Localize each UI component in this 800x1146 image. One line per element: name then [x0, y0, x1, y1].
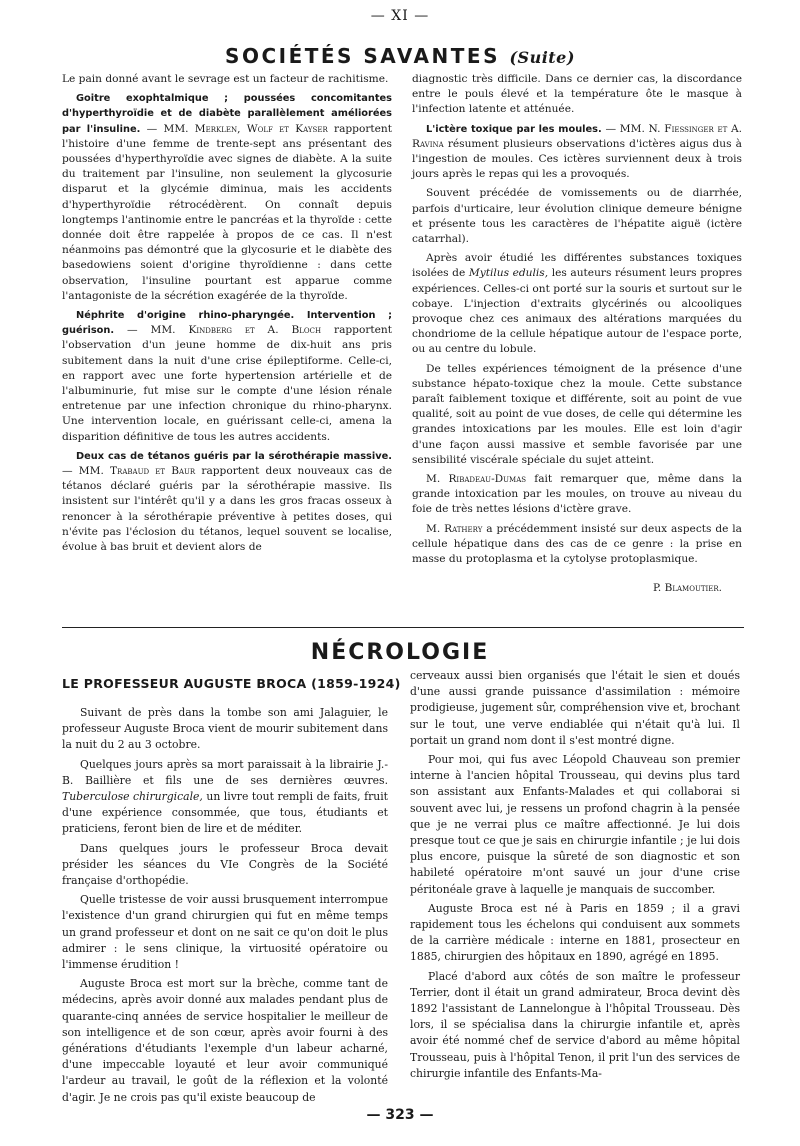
page-number-bottom: — 323 —	[366, 1107, 434, 1123]
body-rathery: a précédemment insisté sur deux aspects de la cellule hépatique dans des cas de ce genre : la prise en masse du protoplasma et la cytolyse protoplasmique.	[412, 522, 742, 566]
necro-paragraph-3: Dans quelques jours le professeur Broca devait présider les séances du VIe Congrès de la Société française d'orthopédie.	[62, 841, 388, 888]
body-tetanos: rapportent deux nouveaux cas de tétanos déclaré guéris par la sérothérapie massive. Ils insistent sur l'intérêt qu'il y a dans les gros fracas osseux à renoncer à la sérothérapie préventive à petites doses, qui n'évite pas l'éclosion du tétanos, lequel souvent se localise, évolue à bas bruit et devient alors de	[62, 465, 393, 554]
authors-nephrite: MM. Kindberg et A. Bloch	[150, 324, 322, 337]
societes-left-column	[62, 72, 392, 555]
body-nephrite: rapportent l'observation d'un jeune homme de dix-huit ans pris subitement dans la nuit d'une crise épileptiforme. Celle-ci, en rapport avec une forte hypertension artérielle et de l'albuminurie, fut mise sur le compte d'une lésion rénale entretenue par une infection chronique du rhino-pharynx. Une intervention locale, en guérissant celle-ci, amena la disparition définitive de tous les autres accidents.	[62, 324, 392, 443]
paragraph-rathery	[412, 522, 742, 568]
paragraph-tetanos: Deux cas de tétanos guéris par la sérothérapie massive. — MM. Trabaud et Baur rapportent deux nouveaux cas de tétanos déclaré guéris par la sérothérapie massive. Ils insistent sur l'intérêt qu'il y a dans les gros fracas osseux à renoncer à la sérothérapie préventive à petites doses, qui n'évite pas l'éclosion du tétanos, lequel souvent se localise, évolue à bas bruit et devient alors de	[62, 450, 393, 554]
paragraph-substances	[412, 251, 742, 357]
necro-right-paragraph-1: Pour moi, qui fus avec Léopold Chauveau son premier interne à l'ancien hôpital Trousseau, qui devins plus tard son assistant aux Enfants-Malades et qui collaborai si souvent avec lui, je ressens un profond chagrin à la pensée que je ne verrai plus ce maître affectionné. Je lui dois presque tout ce que je sais en chirurgie infantile ; je lui dois plus encore, puisque la sûreté de son diagnostic et son habileté opératoire m'ont sauvé un jour d'une crise péritonéale grave à laquelle je manquais de succomber.	[410, 753, 740, 896]
authors-goitre: MM. Merklen, Wolf et Kayser	[163, 122, 328, 135]
section-title-text: SOCIÉTÉS SAVANTES	[225, 44, 500, 68]
body-ribadeau: fait remarquer que, même dans la grande intoxication par les moules, on trouve au niveau du foie de très nettes lésions d'ictère grave.	[412, 473, 742, 516]
article-title: LE PROFESSEUR AUGUSTE BROCA (1859-1924)	[62, 676, 401, 691]
paragraph-rachitisme: Le pain donné avant le sevrage est un facteur de rachitisme.	[62, 73, 389, 85]
body-goitre: rapportent l'histoire d'une femme de trente-sept ans présentant des poussées d'hyperthyroïdie avec signes de diabète. A la suite du traitement par l'insuline, non seulement la glycosurie disparut et la glycémie diminua, mais les accidents d'hyperthyroïdie rétrocédèrent. On connaît depuis longtemps l'antinomie entre le pancréas et la thyroïde : cette donnée doit être rappelée à propos de ce cas. Il n'est néanmoins pas démontré que la glycosurie et le diabète des basedowiens soient d'origine thyroïdienne : dans cette observation, l'insuline pourtant est apparue comme l'antagoniste de la sécrétion exagérée de la thyroïde.	[62, 122, 392, 302]
paragraph-experiences: De telles expériences témoignent de la présence d'une substance hépato-toxique chez la moule. Cette substance paraît faiblement toxique et différente, soit au point de vue qualité, soit au point de vue doses, de celle qui détermine les grandes intoxications par les moules. Elle est loin d'agir d'une façon aussi massive et semble favorisée par une sensibilité viscérale spéciale du sujet atteint.	[412, 362, 742, 466]
heading-ictere: L'ictère toxique par les moules.	[426, 123, 602, 135]
heading-goitre: Goitre exophtalmique ; poussées concomitantes d'hyperthyroïdie et de diabète parallèlement améliorées par l'insuline.	[62, 93, 392, 135]
necro-paragraph-1: Suivant de près dans la tombe son ami Jalaguier, le professeur Auguste Broca vient de mourir subitement dans la nuit du 2 au 3 octobre.	[62, 706, 388, 752]
paragraph-goitre: Goitre exophtalmique ; poussées concomitantes d'hyperthyroïdie et de diabète parallèlement améliorées par l'insuline. — MM. Merklen, Wolf et Kayser rapportent l'histoire d'une femme de trente-sept ans présentant des poussées d'hyperthyroïdie avec signes de diabète. A la suite du traitement par l'insuline, non seulement la glycosurie disparut et la glycémie diminua, mais les accidents d'hyperthyroïdie rétrocédèrent. On connaît depuis longtemps l'antinomie entre le pancréas et la thyroïde : cette donnée doit être rappelée à propos de ce cas. Il n'est néanmoins pas démontré que la glycosurie et le diabète des basedowiens soient d'origine thyroïdienne : dans cette observation, l'insuline pourtant est apparue comme l'antagoniste de la sécrétion exagérée de la thyroïde.	[62, 93, 392, 302]
text-substances-a: Après avoir étudié les différentes substances toxiques isolées de	[412, 252, 742, 280]
authors-ictere: MM. N. Fiessinger et A. Ravina	[412, 122, 742, 150]
necrologie-left-column	[62, 705, 388, 1109]
book-title: Tuberculose chirurgicale,	[62, 790, 203, 804]
paragraph-ictere: L'ictère toxique par les moules. — MM. N. Fiessinger et A. Ravina résument plusieurs observations d'ictères aigus dus à l'ingestion de moules. Ces ictères surviennent deux à trois jours après le repas qui les a provoqués.	[412, 122, 742, 181]
societes-right-column	[412, 72, 742, 597]
paragraph-diagnostic: diagnostic très difficile. Dans ce dernier cas, la discordance entre le pouls élevé et la température ôte le masque à l'infection latente et atténuée.	[412, 73, 742, 116]
necrologie-right-column	[410, 668, 740, 1085]
page-number-top: — XI —	[370, 8, 430, 24]
necro-p2-b: un livre tout rempli de faits, fruit d'une expérience consommée, que tous, étudiants et praticiens, feront bien de lire et de méditer.	[62, 790, 388, 836]
paragraph-souvent: Souvent précédée de vomissements ou de diarrhée, parfois d'urticaire, leur évolution clinique demeure bénigne et présente tous les caractères de l'hépatite aiguë (ictère catarrhal).	[412, 187, 742, 246]
species-name: Mytilus edulis,	[468, 267, 549, 280]
necro-paragraph-4: Quelle tristesse de voir aussi brusquement interrompue l'existence d'un grand chirurgien qui fut en même temps un grand professeur et dont on ne sait ce qu'on doit le plus admirer : le sens clinique, la virtuosité opératoire ou l'immense érudition !	[62, 893, 388, 972]
body-ictere: résument plusieurs observations d'ictères aigus dus à l'ingestion de moules. Ces ictères surviennent deux à trois jours après le repas qui les a provoqués.	[412, 137, 742, 181]
necro-right-paragraph-2: Auguste Broca est né à Paris en 1859 ; il a gravi rapidement tous les échelons qui conduisent aux sommets de la carrière médicale : interne en 1881, prosecteur en 1885, chirurgien des hôpitaux en 1890, agrégé en 1895.	[410, 901, 740, 964]
heading-nephrite: Néphrite d'origine rhino-pharyngée. Intervention ; guérison.	[62, 310, 392, 337]
necrologie-title: NÉCROLOGIE	[310, 640, 490, 665]
heading-tetanos: Deux cas de tétanos guéris par la sérothérapie massive.	[76, 450, 392, 462]
section-title	[0, 44, 800, 68]
signature: P. Blamoutier.	[653, 582, 722, 595]
author-rathery: M. Rathery	[426, 522, 483, 535]
authors-tetanos: MM. Trabaud et Baur	[78, 465, 196, 478]
section-title-suite: (Suite)	[509, 48, 575, 67]
necro-paragraph-2	[62, 757, 388, 838]
paragraph-nephrite: Néphrite d'origine rhino-pharyngée. Intervention ; guérison. — MM. Kindberg et A. Bloch rapportent l'observation d'un jeune homme de dix-huit ans pris subitement dans la nuit d'une crise épileptiforme. Celle-ci, en rapport avec une forte hypertension artérielle et de l'albuminurie, fut mise sur le compte d'une lésion rénale entretenue par une infection chronique du rhino-pharynx. Une intervention locale, en guérissant celle-ci, amena la disparition définitive de tous les autres accidents.	[62, 310, 392, 443]
text-substances-b: les auteurs résument leurs propres expériences. Celles-ci ont porté sur la souris et surtout sur le cobaye. L'injection d'extraits glycérinés ou alcooliques provoque chez ces animaux des altérations marquées du chondriome de la cellule hépatique autour de l'espace porte, ou au centre du lobule.	[412, 267, 743, 356]
section-divider	[62, 627, 744, 628]
paragraph-ribadeau	[412, 472, 742, 518]
necro-right-paragraph-0: cerveaux aussi bien organisés que l'était le sien et doués d'une aussi grande puissance d'assimilation : mémoire prodigieuse, jugement sûr, compréhension vive et, brochant sur le tout, une verve endiablée qui n'était qu'à lui. Il portait un grand nom dont il s'est montré digne.	[410, 669, 740, 747]
author-ribadeau: M. Ribadeau-Dumas	[426, 473, 527, 486]
necro-right-paragraph-3: Placé d'abord aux côtés de son maître le professeur Terrier, dont il était un grand admirateur, Broca devint dès 1892 l'assistant de Lannelongue à l'hôpital Trousseau. Dès lors, il se spécialisa dans la chirurgie infantile et, après avoir été nommé chef de service d'abord au même hôpital Trousseau, puis à l'hôpital Tenon, il prit l'un des services de chirurgie infantile des Enfants-Ma-	[410, 969, 740, 1080]
necro-paragraph-5: Auguste Broca est mort sur la brèche, comme tant de médecins, après avoir donné aux malades pendant plus de quarante-cinq années de service hospitalier le meilleur de son intelligence et de son cœur, après avoir fourni à des générations d'étudiants l'exemple d'un labeur acharné, d'une impeccable loyauté et leur avoir communiqué l'ardeur au travail, le goût de la réflexion et la volonté d'agir. Je ne crois pas qu'il existe beaucoup de	[62, 977, 388, 1104]
necro-p2-a: Quelques jours après sa mort paraissait à la librairie J.-B. Baillière et fils une de ses dernières œuvres.	[62, 757, 388, 787]
